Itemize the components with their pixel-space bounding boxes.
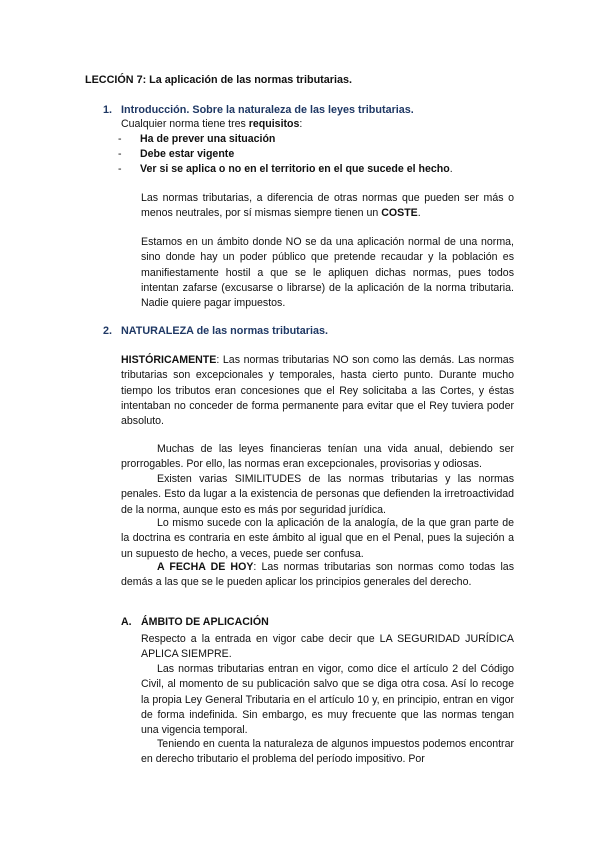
section-2-number: 2. <box>103 325 113 337</box>
bullet-dash: - <box>118 133 122 145</box>
lead-end: : <box>299 118 303 130</box>
paragraph-muchas: Muchas de las leyes financieras tenían una vida anual, debiendo ser prorrogables. Por ello, las normas eran excepcionales, provisorias y odiosas. <box>121 443 514 471</box>
p1-bold: COSTE <box>381 207 418 220</box>
hoy-bold: A FECHA DE HOY <box>157 561 254 573</box>
section-a-heading-text: ÁMBITO DE APLICACIÓN <box>141 616 269 628</box>
lead-bold: requisitos <box>248 118 300 130</box>
bullet-dash: - <box>118 148 122 160</box>
section-1-number: 1. <box>103 104 113 116</box>
paragraph-periodo-impositivo: Teniendo en cuenta la naturaleza de algunos impuestos podemos encontrar en derecho tributario el problema del período impositivo. Por <box>141 738 514 766</box>
bullet-item <box>118 133 275 145</box>
paragraph-fecha-hoy <box>121 560 514 591</box>
paragraph-similitudes: Existen varias SIMILITUDES de las normas tributarias y las normas penales. Esto da lugar a la existencia de personas que defienden la irretroactividad de la norma, aunque esto es más por seguridad jurídica. <box>121 473 514 516</box>
bullet-text: Debe estar vigente <box>140 148 235 160</box>
bullet-dash: - <box>118 163 122 175</box>
bullet-text: Ha de prever una situación <box>140 133 276 145</box>
hist-text: : Las normas tributarias NO son como las demás. Las normas tributarias son excepcionales y temporales, hasta cierto punto. Durante mucho tiempo los tributos eran concesiones que el Rey solicitaba a las Cortes, y éstas intentaban no conceder de forma permanente para evitar que el Rey tuviera poder absoluto. <box>121 354 514 428</box>
lead-text: Cualquier norma tiene tres <box>121 118 249 130</box>
bullet-text: Ver si se aplica o no en el territorio en el que sucede el hecho <box>140 163 450 175</box>
paragraph-ambito: Estamos en un ámbito donde NO se da una aplicación normal de una norma, sino donde hay un poder público que pretende recaudar y la población es manifiestamente hostil a que se le apliquen dichas normas, pues todos intentan zafarse (excusarse o librarse) de la aplicación de la norma tributaria. Nadie quiere pagar impuestos. <box>141 236 514 310</box>
bullet-item <box>118 148 234 160</box>
requisitos-lead <box>121 118 302 130</box>
bullet-item <box>118 163 453 175</box>
section-2-heading-text: NATURALEZA de las normas tributarias. <box>121 325 328 337</box>
lesson-title: LECCIÓN 7: La aplicación de las normas tributarias. <box>85 74 352 86</box>
section-a-letter: A. <box>121 616 132 628</box>
paragraph-coste <box>141 191 514 222</box>
section-a-heading <box>121 616 269 628</box>
p1-text: Las normas tributarias, a diferencia de otras normas que pueden ser más o menos neutrales, por sí mismas siempre tienen un <box>141 192 514 220</box>
section-2-heading <box>103 325 328 337</box>
paragraph-codigo-civil: Las normas tributarias entran en vigor, como dice el artículo 2 del Código Civil, al momento de su publicación salvo que se diga otra cosa. Así lo recoge la propia Ley General Tributaria en el artículo 10 y, en principio, entran en vigor de forma indefinida. Sin embargo, es muy frecuente que las normas tengan una vigencia temporal. <box>141 663 514 737</box>
paragraph-historicamente <box>121 353 514 429</box>
p1-end: . <box>417 207 421 220</box>
hist-bold: HISTÓRICAMENTE <box>121 354 217 366</box>
paragraph-entrada-vigor: Respecto a la entrada en vigor cabe decir que LA SEGURIDAD JURÍDICA APLICA SIEMPRE. <box>141 633 514 661</box>
section-1-heading-text: Introducción. Sobre la naturaleza de las leyes tributarias. <box>121 104 414 116</box>
hoy-text: : Las normas tributarias son normas como todas las demás a las que se le pueden aplicar los principios generales del derecho. <box>121 561 514 589</box>
section-1-heading <box>103 104 414 116</box>
paragraph-analogia: Lo mismo sucede con la aplicación de la analogía, de la que gran parte de la doctrina es contraria en este ámbito al igual que en el Penal, pues la sujeción a un supuesto de hecho, a veces, puede ser confusa. <box>121 517 514 560</box>
bullet-tail: . <box>449 163 453 175</box>
